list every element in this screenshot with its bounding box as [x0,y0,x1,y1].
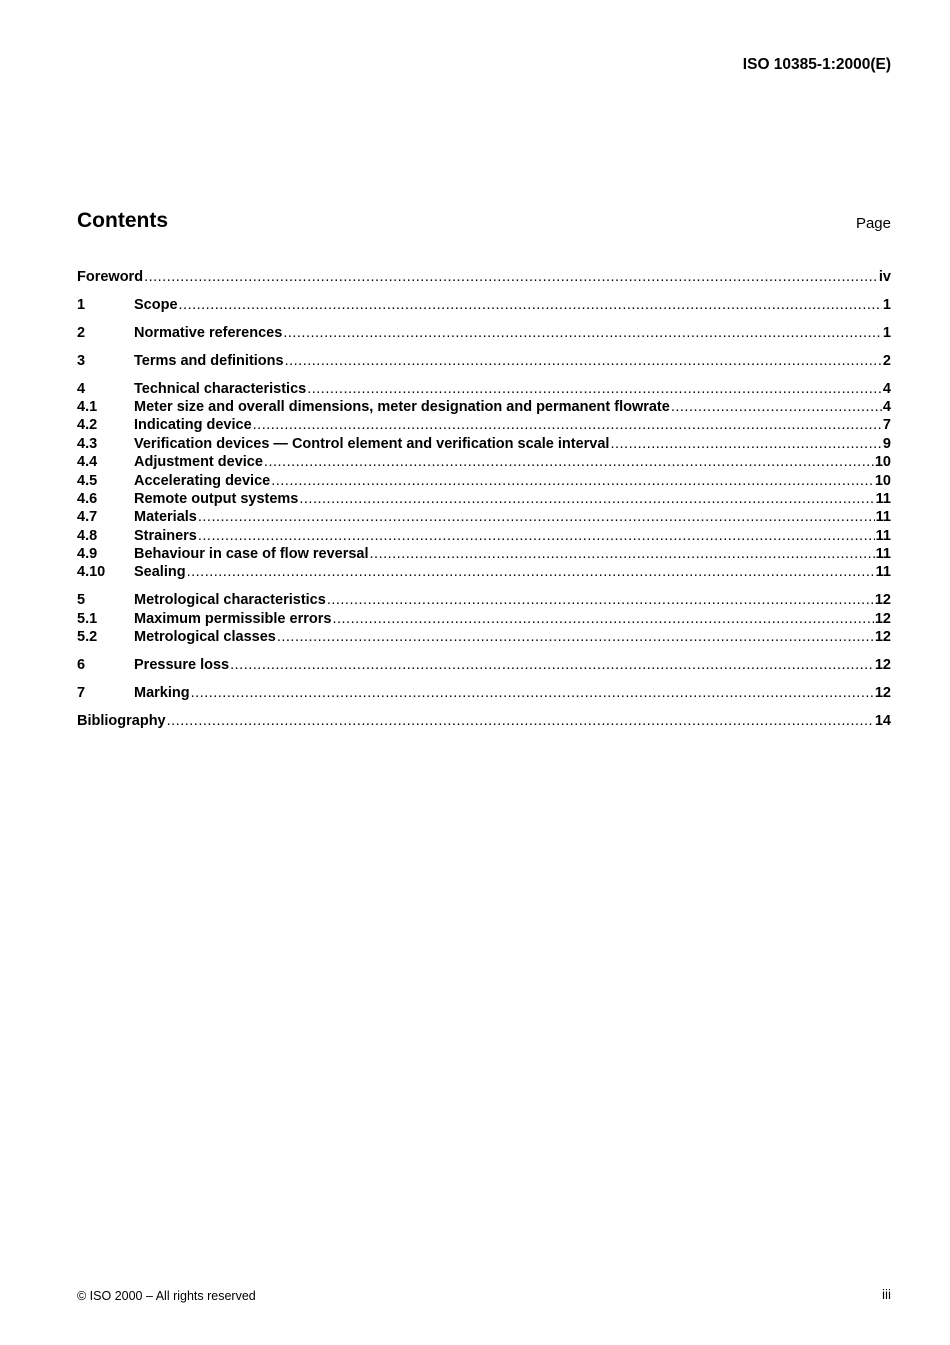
toc-dot-leader [198,508,875,526]
contents-heading: Contents [77,209,168,232]
toc-entry[interactable] [77,435,891,453]
toc-entry-number: 2 [77,324,86,341]
table-of-contents [77,268,891,730]
toc-entry-page: 11 [875,546,891,563]
toc-entry-title: Pressure loss [134,657,230,674]
toc-entry-title: Metrological characteristics [134,592,326,609]
toc-entry[interactable] [77,610,891,628]
toc-entry-number: 5 [77,592,86,609]
toc-entry-page: 1 [882,296,891,313]
toc-entry-title: Technical characteristics [134,380,307,397]
toc-entry-title: Terms and definitions [134,352,284,369]
toc-dot-leader [144,268,878,286]
toc-entry[interactable] [77,416,891,434]
toc-entry-number: 4.4 [77,454,98,471]
toc-entry[interactable] [77,712,891,730]
toc-entry[interactable] [77,563,891,581]
toc-entry[interactable] [77,268,891,286]
toc-dot-leader [671,398,882,416]
toc-entry-page: 12 [874,592,891,609]
toc-dot-leader [299,490,874,508]
toc-entry-number: 4.10 [77,564,106,581]
toc-entry-number: 4.1 [77,398,98,415]
toc-dot-leader [285,352,882,370]
toc-entry-title: Meter size and overall dimensions, meter designation and permanent flowrate [134,398,670,415]
toc-entry-number: 4.7 [77,509,98,526]
toc-entry-page: iv [878,269,891,285]
toc-entry-page: 11 [875,490,891,507]
toc-entry-page: 12 [874,610,891,627]
toc-entry-page: 2 [882,352,891,369]
toc-entry-number: 1 [77,296,86,313]
toc-entry-number: 6 [77,657,86,674]
toc-entry-page: 12 [874,629,891,646]
toc-entry[interactable] [77,527,891,545]
toc-entry[interactable] [77,352,891,370]
toc-entry-number: 4.8 [77,527,98,544]
toc-entry-page: 4 [882,380,891,397]
toc-entry[interactable] [77,453,891,471]
toc-entry-title: Remote output systems [134,490,299,507]
toc-dot-leader [283,324,882,342]
toc-entry-title: Maximum permissible errors [134,610,332,627]
toc-entry-title: Behaviour in case of flow reversal [134,546,369,563]
toc-entry[interactable] [77,490,891,508]
toc-entry-page: 12 [874,684,891,701]
toc-dot-leader [277,628,874,646]
toc-dot-leader [179,296,882,314]
toc-dot-leader [271,472,874,490]
toc-entry-page: 11 [875,509,891,526]
toc-entry[interactable] [77,296,891,314]
toc-entry-title: Metrological classes [134,629,276,646]
toc-entry[interactable] [77,591,891,609]
toc-entry-number: 3 [77,352,86,369]
toc-entry-title: Accelerating device [134,472,271,489]
toc-entry-number: 7 [77,684,86,701]
toc-entry-page: 14 [874,712,891,729]
toc-entry[interactable] [77,684,891,702]
toc-entry-title: Scope [134,296,178,313]
toc-entry-page: 10 [874,472,891,489]
toc-entry-title: Adjustment device [134,454,263,471]
toc-dot-leader [610,435,881,453]
toc-entry-title: Sealing [134,564,186,581]
toc-entry-title: Strainers [134,527,197,544]
toc-entry[interactable] [77,628,891,646]
toc-entry-title: Normative references [134,324,283,341]
toc-entry[interactable] [77,398,891,416]
page-column-label: Page [855,215,891,232]
toc-entry-number: 4 [77,380,86,397]
toc-dot-leader [327,591,874,609]
toc-entry-title: Indicating device [134,417,252,434]
toc-entry-number: 4.9 [77,546,98,563]
toc-entry-page: 11 [875,527,891,544]
toc-entry-title: Materials [134,509,197,526]
toc-dot-leader [191,684,874,702]
toc-dot-leader [307,380,882,398]
toc-entry-number: 4.5 [77,472,98,489]
toc-entry[interactable] [77,380,891,398]
document-id: ISO 10385-1:2000(E) [742,56,891,73]
toc-entry-page: 11 [875,564,891,581]
toc-entry-number: 4.6 [77,490,98,507]
toc-entry-page: 10 [874,454,891,471]
page-number: iii [882,1287,891,1302]
toc-entry-title: Verification devices — Control element and verification scale interval [134,435,610,452]
toc-dot-leader [253,416,882,434]
toc-entry[interactable] [77,656,891,674]
toc-entry[interactable] [77,545,891,563]
toc-entry-page: 9 [882,435,891,452]
toc-dot-leader [198,527,875,545]
toc-entry-number: 4.2 [77,417,98,434]
toc-dot-leader [187,563,875,581]
toc-entry-page: 4 [882,398,891,415]
toc-dot-leader [370,545,875,563]
toc-dot-leader [167,712,874,730]
toc-dot-leader [332,610,873,628]
toc-dot-leader [264,453,874,471]
copyright-notice: © ISO 2000 – All rights reserved [77,1289,256,1303]
toc-entry-title: Bibliography [77,712,166,729]
toc-dot-leader [230,656,874,674]
toc-entry-page: 12 [874,657,891,674]
toc-entry-page: 7 [882,417,891,434]
toc-entry[interactable] [77,508,891,526]
toc-entry[interactable] [77,324,891,342]
toc-entry-number: 4.3 [77,435,98,452]
toc-entry-page: 1 [882,324,891,341]
toc-entry-number: 5.1 [77,610,98,627]
toc-entry-title: Marking [134,684,190,701]
toc-entry-number: 5.2 [77,629,98,646]
toc-entry[interactable] [77,472,891,490]
toc-entry-title: Foreword [77,269,144,285]
